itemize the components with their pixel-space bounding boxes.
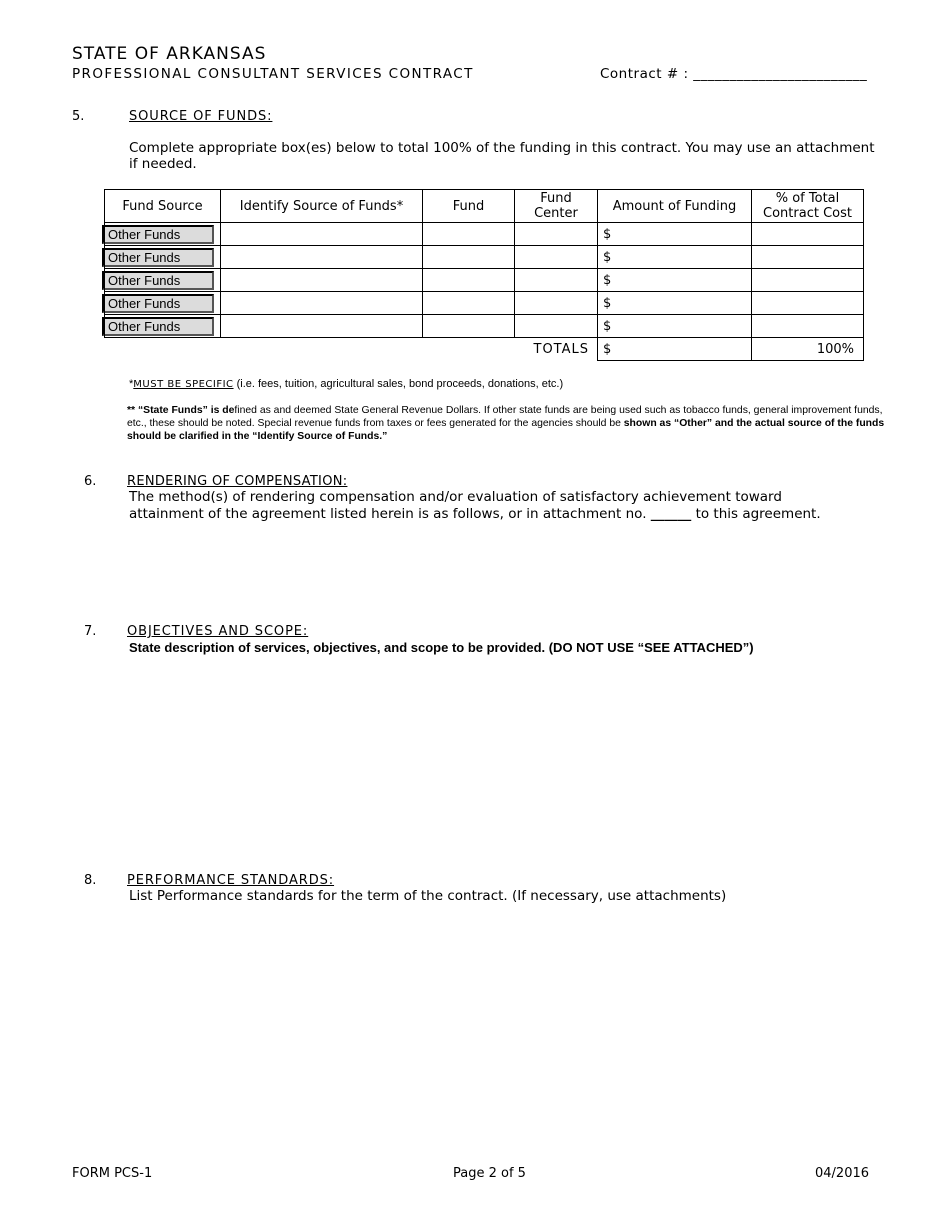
note-other-bold: shown as “Other” and the actual source of the funds should be clarified in the “Identify Source of Funds.” [127,418,885,442]
fund-center-input[interactable] [515,223,598,246]
footer-form-id: FORM PCS-1 [72,1166,153,1181]
percent-input[interactable] [752,315,864,338]
fund-source-cell [105,292,221,315]
totals-percent: 100% [752,338,864,361]
fund-source-dropdown[interactable]: Other Funds [102,271,214,290]
table-row [105,292,864,315]
fund-input[interactable] [423,315,515,338]
table-header-row [105,190,864,223]
header-fund: Fund [423,190,515,223]
percent-input[interactable] [752,269,864,292]
note-asterisk: * [129,378,134,390]
section-5-number: 5. [72,109,85,124]
totals-label: TOTALS [533,341,589,357]
fund-source-cell [105,315,221,338]
section-7-heading: OBJECTIVES AND SCOPE: [127,624,309,639]
footer-page-number: Page 2 of 5 [453,1166,526,1181]
section-7-number: 7. [84,624,97,639]
note-state-funds-text: fined as and deemed State General Revenue Dollars. If other state funds are being used such as tobacco funds, general improvement funds, etc., these should be noted. Special revenue funds from taxes or fees generated for the agencies should be [127,405,883,429]
section-8-heading: PERFORMANCE STANDARDS: [127,873,335,888]
fund-center-input[interactable] [515,315,598,338]
identify-source-input[interactable] [221,315,423,338]
identify-source-input[interactable] [221,223,423,246]
funds-table [104,189,864,361]
fund-source-dropdown[interactable]: Other Funds [102,294,214,313]
must-be-specific-note [129,378,563,390]
fund-input[interactable] [423,246,515,269]
amount-input[interactable]: $ [598,292,752,315]
identify-source-input[interactable] [221,292,423,315]
fund-center-input[interactable] [515,269,598,292]
section-7-instructions: State description of services, objectives, and scope to be provided. (DO NOT USE “SEE ATTACHED”) [129,640,754,655]
form-title: STATE OF ARKANSAS [72,44,267,64]
fund-source-dropdown[interactable]: Other Funds [102,248,214,267]
fund-source-dropdown[interactable]: Other Funds [102,225,214,244]
header-fund-source: Fund Source [105,190,221,223]
fund-center-input[interactable] [515,292,598,315]
identify-source-input[interactable] [221,269,423,292]
header-percent: % of Total Contract Cost [752,190,864,223]
state-funds-note [127,404,887,443]
fund-source-cell [105,269,221,292]
section-5-heading: SOURCE OF FUNDS: [129,109,273,124]
amount-input[interactable]: $ [598,315,752,338]
section-6-number: 6. [84,474,97,489]
footer-date: 04/2016 [815,1166,870,1181]
percent-input[interactable] [752,223,864,246]
totals-amount: $ [598,338,752,361]
fund-source-cell [105,223,221,246]
fund-source-dropdown[interactable]: Other Funds [102,317,214,336]
section-6-line-2 [129,506,821,522]
note-must-be-specific: MUST BE SPECIFIC [133,379,234,390]
amount-input[interactable]: $ [598,269,752,292]
header-fund-center: Fund Center [515,190,598,223]
form-subtitle: PROFESSIONAL CONSULTANT SERVICES CONTRACT [72,66,474,82]
section-6-line-1: The method(s) of rendering compensation and/or evaluation of satisfactory achievement toward [129,489,782,505]
section-6-line-2-end: to this agreement. [691,506,821,522]
section-8-instructions: List Performance standards for the term of the contract. (If necessary, use attachments) [129,888,727,904]
attachment-number-blank[interactable]: ______ [650,506,692,522]
fund-input[interactable] [423,223,515,246]
section-8-number: 8. [84,873,97,888]
table-row [105,223,864,246]
table-row [105,315,864,338]
fund-center-input[interactable] [515,246,598,269]
table-row [105,269,864,292]
note-examples: (i.e. fees, tuition, agricultural sales, bond proceeds, donations, etc.) [233,378,564,390]
percent-input[interactable] [752,246,864,269]
fund-input[interactable] [423,269,515,292]
note-state-funds-bold: ** “State Funds” is de [127,405,235,416]
contract-number-field[interactable]: Contract # : ________________________ [600,66,868,82]
identify-source-input[interactable] [221,246,423,269]
amount-input[interactable]: $ [598,246,752,269]
percent-input[interactable] [752,292,864,315]
fund-input[interactable] [423,292,515,315]
table-row [105,246,864,269]
amount-input[interactable]: $ [598,223,752,246]
section-6-line-2-text: attainment of the agreement listed herein is as follows, or in attachment no. [129,506,651,522]
section-5-instructions: Complete appropriate box(es) below to total 100% of the funding in this contract. You may use an attachment if needed. [129,140,875,172]
header-amount: Amount of Funding [598,190,752,223]
header-identify-source: Identify Source of Funds* [221,190,423,223]
fund-source-cell [105,246,221,269]
totals-row [105,338,864,361]
section-6-heading: RENDERING OF COMPENSATION: [127,474,348,489]
